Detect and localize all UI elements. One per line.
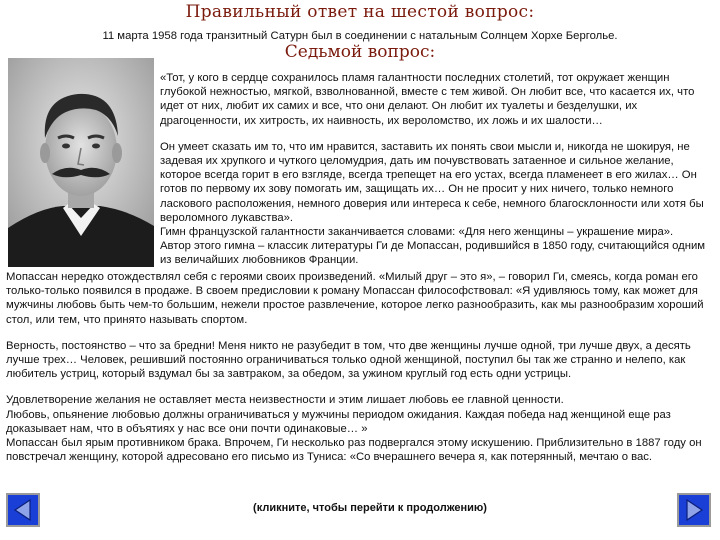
quote-paragraph: Он умеет сказать им то, что им нравится, заставить их понять свои мысли и, никогда не шокируя, не задевая их хрупкого и чуткого целомудрия, дать им почувствовать затаенное и сильное желание, которое всегда горит в его взгляде, всегда трепещет на его устах, всегда пламенеет в его жилах… Он готов по первому их зову помогать им, защищать их… Он не просит у них ничего, только немного ласкового расположения, немного доверия или интереса к себе, немного благосклонности или хотя бы вероломного лукавства». <box>160 140 704 224</box>
quote-line: Гимн французской галантности заканчивается словами: «Для него женщины – украшение мира». <box>160 226 674 239</box>
question-title: Седьмой вопрос: <box>284 42 436 62</box>
body-paragraph: Мопассан нередко отождествлял себя с героями своих произведений. «Милый друг – это я», – говорил Ги, смеясь, когда роман его только-только появился в продаже. В своем предисловии к роману Мопассан философствовал: «Я удивляюсь тому, как может для мужчины любовь быть чем-то большим, нежели простое развлечение, которое легко разнообразить, как мы разнообразим хороший стол, или тем, что принято называть спортом. <box>6 271 704 326</box>
quote-paragraph: «Тот, у кого в сердце сохранилось пламя галантности последних столетий, тот окружает женщин глубокой нежностью, мягкой, взволнованной, вместе с тем живой. Он любит все, что касается их, что идет от них, любит их самих и все, что они делают. Он любит их туалеты и безделушки, их драгоценности, их хитрость, их наивность, их вероломство, их ложь и их шалости… <box>160 72 695 127</box>
body-paragraph: Верность, постоянство – что за бредни! Меня никто не разубедит в том, что две женщины лучше одной, три лучше двух, а десять лучше трех… Человек, решивший постоянно ограничиваться только одной женщиной, поступил бы так же странно и нелепо, как любитель устриц, который вздумал бы за завтраком, за обедом, за ужином круглый год есть одни устрицы. <box>6 339 691 381</box>
body-paragraph: Мопассан был ярым противником брака. Впрочем, Ги несколько раз подвергался этому искушению. Приблизительно в 1887 году он повстречал женщину, которой адресовано его письмо из Туниса: «Со вчерашнего вечера я, как потерянный, мечтаю о вас. <box>6 437 702 464</box>
body-paragraph: Удовлетворение желания не оставляет места неизвестности и этим лишает любовь ее главной ценности. <box>6 394 564 407</box>
page-title: Правильный ответ на шестой вопрос: <box>185 2 535 22</box>
body-text <box>6 270 718 464</box>
quote-block <box>160 71 712 268</box>
arrow-right-icon <box>677 493 711 527</box>
continue-link[interactable]: (кликните, чтобы перейти к продолжению) <box>253 502 487 514</box>
quote-line: Автор этого гимна – классик литературы Ги де Мопассан, родившийся в 1850 году, считающийся одним из величайших любовников Франции. <box>160 240 706 267</box>
portrait-photo <box>8 58 154 267</box>
answer-text: 11 марта 1958 года транзитный Сатурн был в соединении с натальным Солнцем Хорхе Берголье. <box>102 30 618 42</box>
next-button[interactable] <box>677 493 711 527</box>
body-paragraph: Любовь, опьянение любовью должны ограничиваться у мужчины периодом ожидания. Каждая победа над женщиной еще раз доказывает нам, что в объятиях у нас все они почти одинаковые… » <box>6 408 671 435</box>
